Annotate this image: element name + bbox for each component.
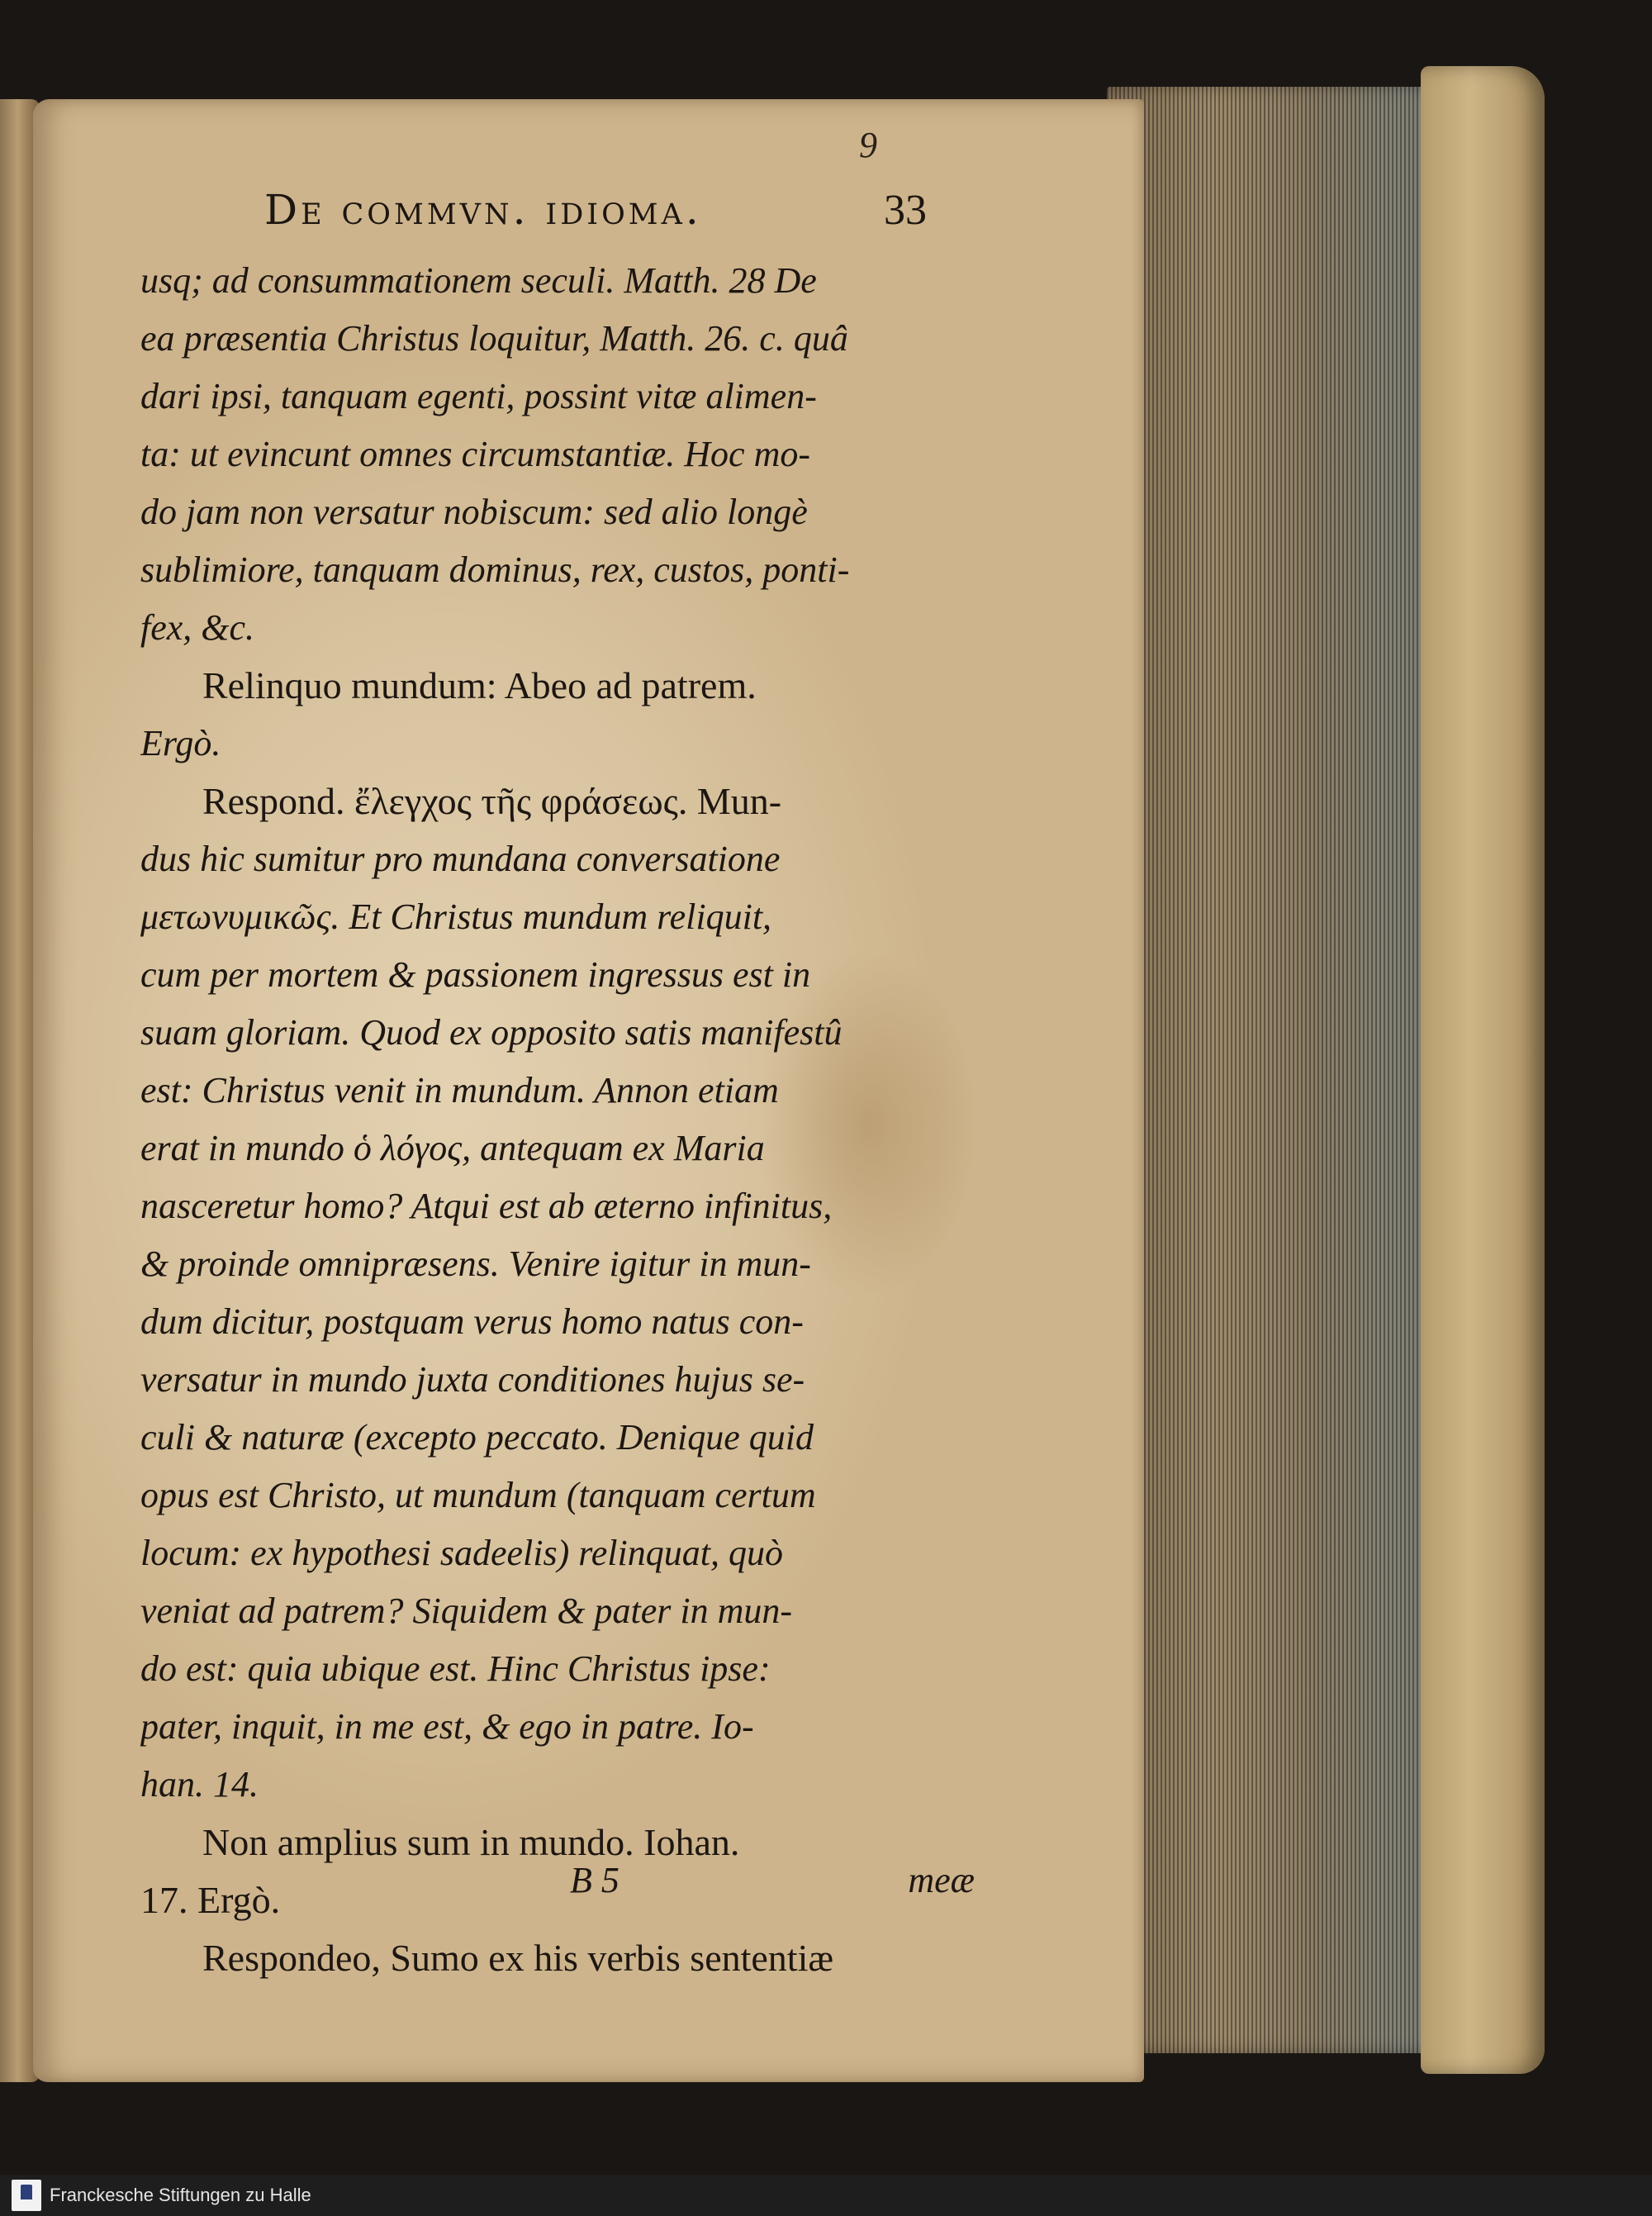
text-line: versatur in mundo juxta conditiones hujus se- <box>140 1359 805 1400</box>
running-head: De commvn. idioma. <box>264 186 702 234</box>
text-line: ea præsentia Christus loquitur, Matth. 26. c. quâ <box>140 318 848 359</box>
text-line: do jam non versatur nobiscum: sed alio longè <box>140 492 808 532</box>
text-line: fex, &c. <box>140 607 255 648</box>
text-line: Non amplius sum in mundo. Iohan. <box>202 1821 740 1863</box>
text-line: han. 14. <box>140 1764 259 1805</box>
text-line: usq; ad consummationem seculi. Matth. 28 De <box>140 260 817 301</box>
page-foot <box>140 1859 975 1917</box>
text-line: Respond. ἔλεγχος τῆς φράσεως. Mun- <box>202 780 782 822</box>
text-line: sublimiore, tanquam dominus, rex, custos, ponti- <box>140 549 850 590</box>
text-line: 17. Ergò. <box>140 1879 281 1921</box>
text-line: opus est Christo, ut mundum (tanquam certum <box>140 1475 816 1515</box>
text-line: veniat ad patrem? Siquidem & pater in mun- <box>140 1591 793 1631</box>
book-page <box>33 99 1144 2082</box>
text-line: est: Christus venit in mundum. Annon etiam <box>140 1070 779 1110</box>
text-line: ta: ut evincunt omnes circumstantiæ. Hoc mo- <box>140 434 810 474</box>
text-line: culi & naturæ (excepto peccato. Denique quid <box>140 1417 814 1458</box>
text-line: μετωνυμικῶς. Et Christus mundum reliquit, <box>140 896 772 937</box>
footer-bar <box>0 2175 1652 2216</box>
text-line: Relinquo mundum: Abeo ad patrem. <box>202 664 757 706</box>
page-number: 33 <box>884 187 927 234</box>
text-line: do est: quia ubique est. Hinc Christus ipse: <box>140 1648 771 1689</box>
folio-mark: 9 <box>859 125 877 165</box>
text-line: dus hic sumitur pro mundana conversatione <box>140 839 781 879</box>
page-block-fore-edge <box>1107 87 1454 2053</box>
text-line: Respondeo, Sumo ex his verbis sententiæ <box>202 1937 834 1979</box>
institution-credit: Franckesche Stiftungen zu Halle <box>50 2185 311 2205</box>
text-line: Ergò. <box>140 723 221 763</box>
body-text <box>140 252 975 1987</box>
text-line: suam gloriam. Quod ex opposito satis manifestû <box>140 1012 843 1053</box>
signature-mark: B 5 <box>570 1860 620 1900</box>
catchword: meæ <box>908 1860 975 1900</box>
text-line: erat in mundo ὁ λόγος, antequam ex Maria <box>140 1128 765 1168</box>
text-line: dum dicitur, postquam verus homo natus con- <box>140 1301 804 1342</box>
text-line: nasceretur homo? Atqui est ab æterno infinitus, <box>140 1186 833 1226</box>
vellum-cover <box>1421 66 1545 2074</box>
text-line: pater, inquit, in me est, & ego in patre. Io- <box>140 1706 754 1747</box>
text-line: dari ipsi, tanquam egenti, possint vitæ alimen- <box>140 376 817 416</box>
text-line: cum per mortem & passionem ingressus est in <box>140 954 811 995</box>
francke-foundation-logo-icon <box>12 2180 41 2211</box>
text-line: locum: ex hypothesi sadeelis) relinquat, quò <box>140 1533 783 1573</box>
text-line: & proinde omnipræsens. Venire igitur in mun- <box>140 1244 811 1284</box>
